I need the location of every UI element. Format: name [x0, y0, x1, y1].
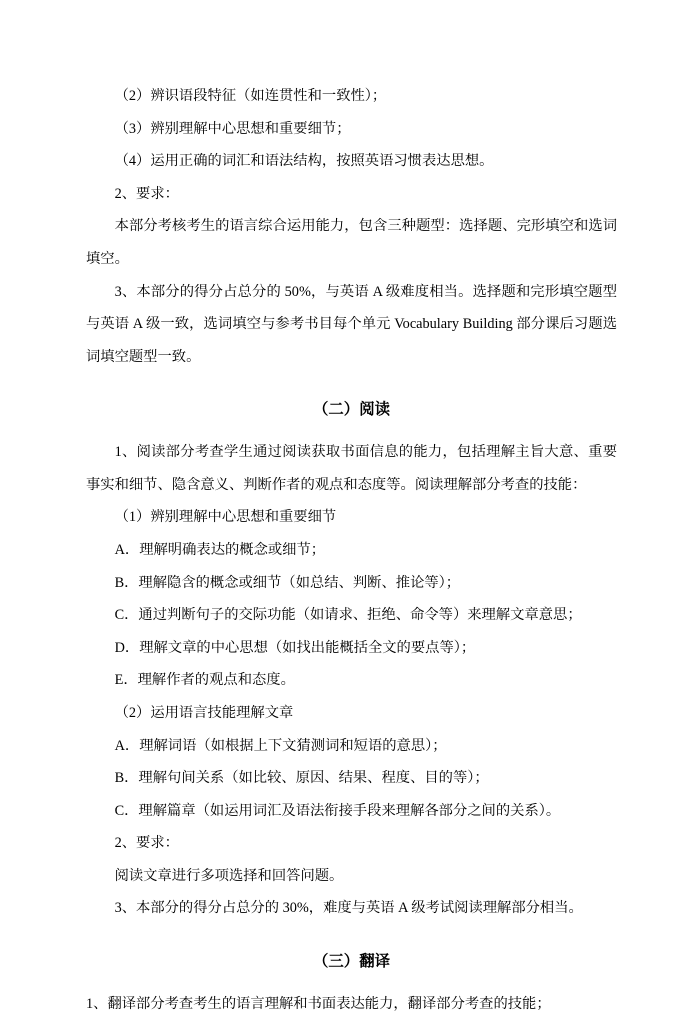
paragraph: C．通过判断句子的交际功能（如请求、拒绝、命令等）来理解文章意思； — [114, 607, 582, 624]
paragraph: B．理解句间关系（如比较、原因、结果、程度、目的等）； — [114, 770, 489, 787]
paragraph: A．理解词语（如根据上下文猜测词和短语的意思）； — [114, 737, 447, 754]
paragraph: 本部分考核考生的语言综合运用能力，包含三种题型：选择题、完形填空和选词填空。 — [86, 218, 617, 267]
paragraph: A．理解明确表达的概念或细节； — [114, 541, 326, 558]
paragraph: （2）辨识语段特征（如连贯性和一致性）； — [114, 88, 387, 104]
document-body — [86, 80, 617, 1020]
paragraph: （2）运用语言技能理解文章 — [114, 704, 294, 721]
paragraph: 2、要求： — [114, 185, 179, 202]
paragraph: 阅读文章进行多项选择和回答问题。 — [114, 867, 344, 884]
section-heading: （二）阅读 — [313, 401, 390, 419]
paragraph: 3、本部分的得分占总分的 30%，难度与英语 A 级考试阅读理解部分相当。 — [114, 900, 583, 917]
paragraph: （3）辨别理解中心思想和重要细节； — [114, 120, 351, 137]
paragraph: 1、翻译部分考查考生的语言理解和书面表达能力，翻译部分考查的技能； — [86, 995, 551, 1012]
paragraph: （4）运用正确的词汇和语法结构，按照英语习惯表达思想。 — [114, 153, 494, 170]
paragraph: E．理解作者的观点和态度。 — [114, 672, 295, 689]
section-heading: （三）翻译 — [313, 953, 390, 971]
paragraph: 3、本部分的得分占总分的 50%，与英语 A 级难度相当。选择题和完形填空题型与英语 A 级一致，选词填空与参考书目每个单元 Vocabulary Building 部分课后习题选词填空题型一致。 — [86, 283, 617, 365]
paragraph: 1、阅读部分考查学生通过阅读获取书面信息的能力，包括理解主旨大意、重要事实和细节、隐含意义、判断作者的观点和态度等。阅读理解部分考查的技能： — [86, 444, 617, 493]
paragraph: C．理解篇章（如运用词汇及语法衔接手段来理解各部分之间的关系）。 — [114, 802, 561, 819]
paragraph: B．理解隐含的概念或细节（如总结、判断、推论等）； — [114, 574, 461, 591]
paragraph: 2、要求： — [114, 835, 179, 852]
paragraph: D．理解文章的中心思想（如找出能概括全文的要点等）； — [114, 639, 476, 656]
paragraph: （1）辨别理解中心思想和重要细节 — [114, 509, 337, 526]
